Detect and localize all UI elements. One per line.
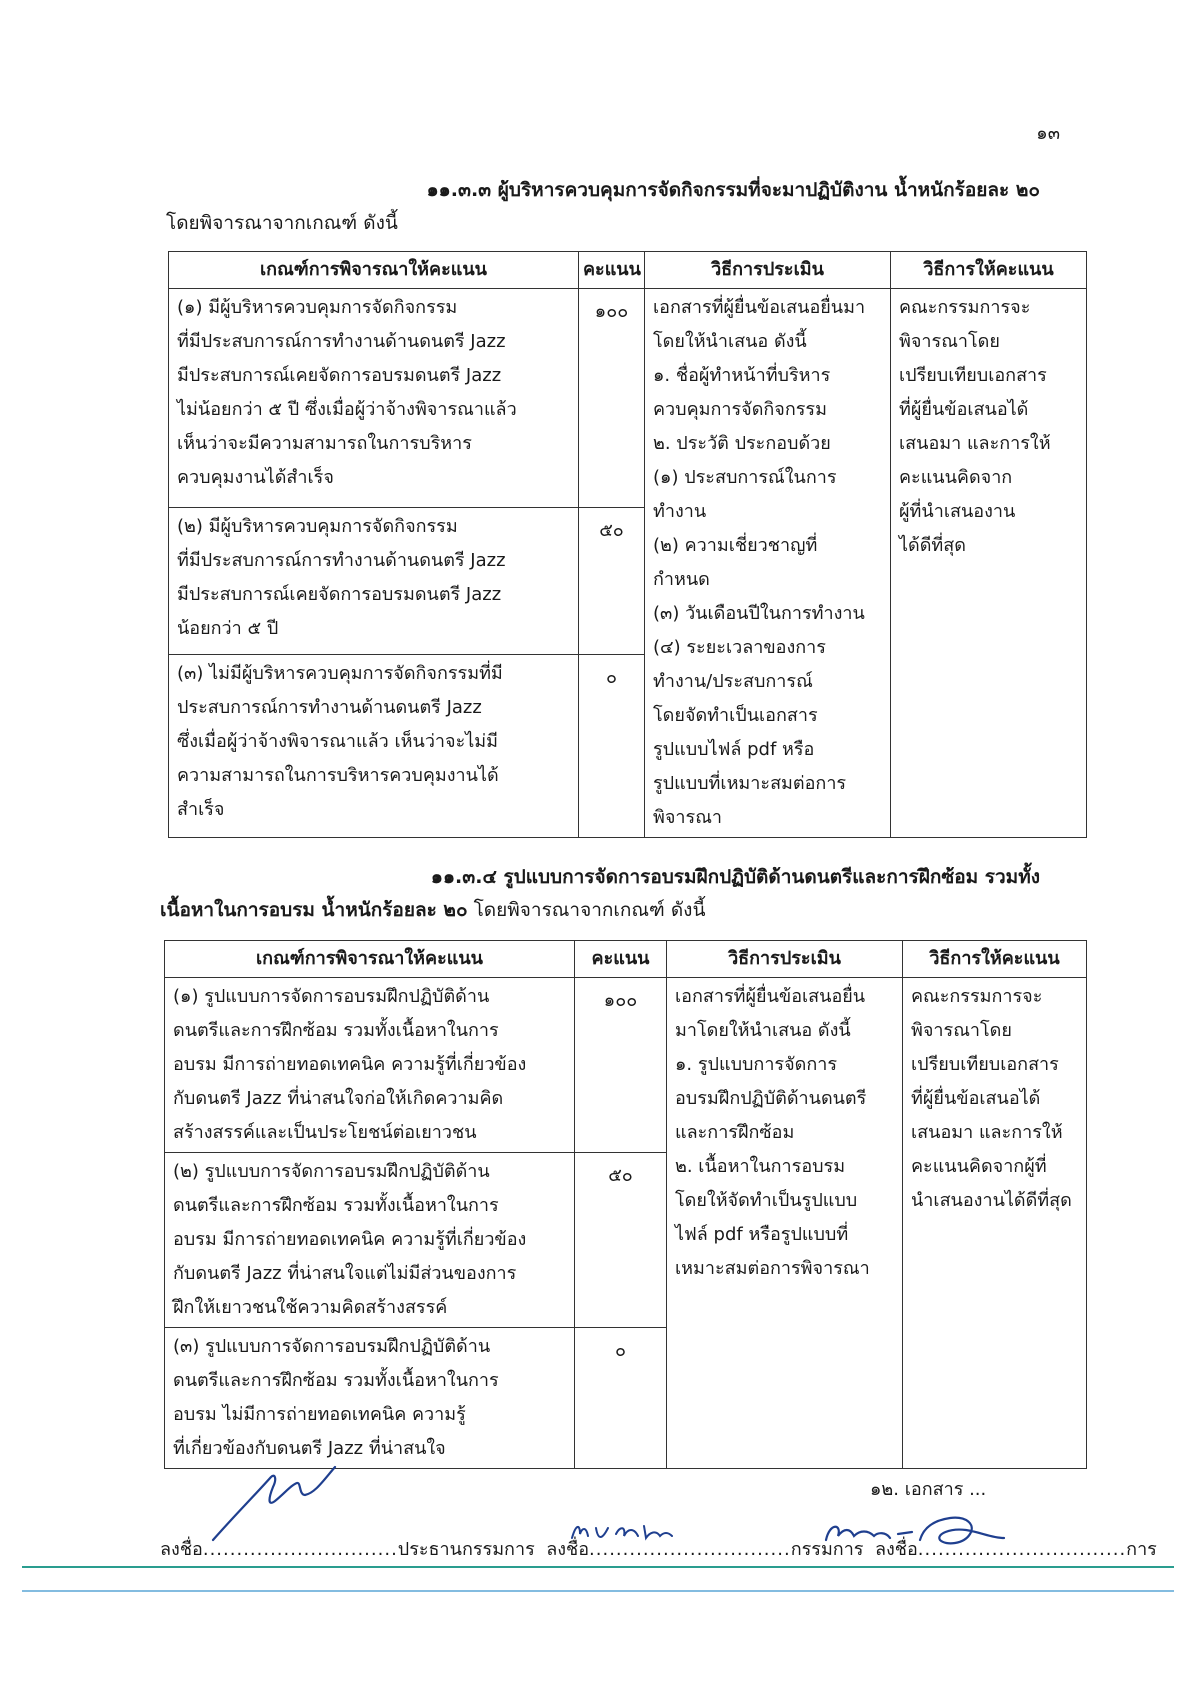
- evaluation-line: พิจารณา: [653, 807, 722, 828]
- section1-heading: ๑๑.๓.๓ ผู้บริหารควบคุมการจัดกิจกรรมที่จะมาปฏิบัติงาน น้ำหนักร้อยละ ๒๐: [426, 179, 1040, 201]
- criteria-line: (๒) รูปแบบการจัดการอบรมฝึกปฏิบัติด้าน: [173, 1161, 490, 1182]
- scoring-line: เปรียบเทียบเอกสาร: [911, 1054, 1059, 1075]
- criteria-line: (๓) รูปแบบการจัดการอบรมฝึกปฏิบัติด้าน: [173, 1336, 491, 1357]
- scoring-line: คะแนนคิดจากผู้ที่: [911, 1156, 1047, 1177]
- section2-intro-bold: เนื้อหาในการอบรม น้ำหนักร้อยละ ๒๐: [160, 899, 468, 921]
- signature-dots: ...............................: [917, 1539, 1127, 1560]
- criteria-line: สำเร็จ: [177, 798, 225, 820]
- criteria-cell: [169, 289, 579, 508]
- evaluation-line: เอกสารที่ผู้ยื่นข้อเสนอยื่น: [675, 986, 866, 1007]
- evaluation-line: มาโดยให้นำเสนอ ดังนี้: [675, 1020, 851, 1041]
- scoring-line: นำเสนองานได้ดีที่สุด: [911, 1190, 1072, 1211]
- evaluation-line: โดยให้จัดทำเป็นรูปแบบ: [675, 1190, 858, 1211]
- criteria-line: ดนตรีและการฝึกซ้อม รวมทั้งเนื้อหาในการ: [173, 1370, 499, 1391]
- column-header: วิธีการให้คะแนน: [891, 252, 1087, 289]
- scoring-line: ผู้ที่นำเสนองาน: [899, 501, 1016, 522]
- criteria-line: กับดนตรี Jazz ที่น่าสนใจก่อให้เกิดความคิด: [173, 1088, 504, 1109]
- criteria-line: ฝึกให้เยาวชนใช้ความคิดสร้างสรรค์: [173, 1297, 448, 1318]
- scoring-line: เปรียบเทียบเอกสาร: [899, 365, 1047, 386]
- evaluation-line: ไฟล์ pdf หรือรูปแบบที่: [675, 1224, 849, 1245]
- evaluation-line: (๒) ความเชี่ยวชาญที่: [653, 535, 818, 556]
- criteria-line: อบรม ไม่มีการถ่ายทอดเทคนิค ความรู้: [173, 1404, 466, 1425]
- criteria-line: ซึ่งเมื่อผู้ว่าจ้างพิจารณาแล้ว เห็นว่าจะไม่มี: [177, 730, 499, 752]
- scoring-line: เสนอมา และการให้: [911, 1122, 1063, 1143]
- column-header: วิธีการประเมิน: [645, 252, 891, 289]
- scoring-line: เสนอมา และการให้: [899, 433, 1051, 454]
- sign-label: ลงชื่อ: [874, 1539, 918, 1560]
- evaluation-line: เอกสารที่ผู้ยื่นข้อเสนอยื่นมา: [653, 297, 866, 318]
- scoring-method-cell: [903, 978, 1087, 1469]
- chair-role: ประธานกรรมการ: [397, 1539, 535, 1560]
- criteria-line: ดนตรีและการฝึกซ้อม รวมทั้งเนื้อหาในการ: [173, 1020, 499, 1041]
- evaluation-line: อบรมฝึกปฏิบัติด้านดนตรี: [675, 1088, 867, 1109]
- evaluation-line: รูปแบบที่เหมาะสมต่อการ: [653, 773, 847, 794]
- sign-label: ลงชื่อ: [546, 1539, 590, 1560]
- scoring-line: พิจารณาโดย: [899, 331, 1000, 352]
- criteria-cell: [165, 1153, 575, 1328]
- evaluation-line: กำหนด: [653, 569, 710, 590]
- section2-intro: [160, 895, 705, 925]
- column-header: คะแนน: [575, 941, 667, 978]
- criteria-line: อบรม มีการถ่ายทอดเทคนิค ความรู้ที่เกี่ยวข้อง: [173, 1054, 527, 1075]
- evaluation-line: โดยจัดทำเป็นเอกสาร: [653, 705, 818, 726]
- scoring-line: คณะกรรมการจะ: [899, 297, 1031, 318]
- criteria-line: ประสบการณ์การทำงานด้านดนตรี Jazz: [177, 696, 482, 718]
- criteria-line: ที่มีประสบการณ์การทำงานด้านดนตรี Jazz: [177, 331, 506, 352]
- evaluation-line: ทำงาน: [653, 501, 707, 522]
- evaluation-line: รูปแบบไฟล์ pdf หรือ: [653, 739, 815, 760]
- criteria-cell: [169, 654, 579, 837]
- criteria-line: ที่เกี่ยวข้องกับดนตรี Jazz ที่น่าสนใจ: [173, 1438, 446, 1459]
- evaluation-line: ทำงาน/ประสบการณ์: [653, 671, 813, 692]
- criteria-line: ควบคุมงานได้สำเร็จ: [177, 467, 334, 488]
- scoring-line: ที่ผู้ยื่นข้อเสนอได้: [911, 1088, 1041, 1109]
- evaluation-cell: [667, 978, 903, 1469]
- scoring-line: ที่ผู้ยื่นข้อเสนอได้: [899, 399, 1029, 420]
- criteria-line: ดนตรีและการฝึกซ้อม รวมทั้งเนื้อหาในการ: [173, 1195, 499, 1216]
- column-header: วิธีการให้คะแนน: [903, 941, 1087, 978]
- scoring-line: พิจารณาโดย: [911, 1020, 1012, 1041]
- criteria-line: (๑) มีผู้บริหารควบคุมการจัดกิจกรรม: [177, 297, 458, 318]
- signature-dots: .............................: [202, 1539, 398, 1560]
- section2-intro-rest: โดยพิจารณาจากเกณฑ์ ดังนี้: [467, 899, 706, 921]
- table-header-row: [169, 252, 1087, 289]
- criteria-line: น้อยกว่า ๕ ปี: [177, 617, 279, 639]
- column-header: วิธีการประเมิน: [667, 941, 903, 978]
- sign-label: ลงชื่อ: [160, 1539, 203, 1560]
- criteria-line: (๒) มีผู้บริหารควบคุมการจัดกิจกรรม: [177, 515, 458, 537]
- section2-heading: ๑๑.๓.๔ รูปแบบการจัดการอบรมฝึกปฏิบัติด้านดนตรีและการฝึกซ้อม รวมทั้ง: [430, 866, 1040, 888]
- criteria-cell: [165, 1328, 575, 1469]
- evaluation-line: ๑. รูปแบบการจัดการ: [675, 1054, 837, 1075]
- criteria-line: กับดนตรี Jazz ที่น่าสนใจแต่ไม่มีส่วนของการ: [173, 1263, 517, 1284]
- evaluation-line: (๑) ประสบการณ์ในการ: [653, 467, 837, 488]
- criteria-cell: [169, 507, 579, 654]
- column-header: เกณฑ์การพิจารณาให้คะแนน: [165, 941, 575, 978]
- member2-role: การ: [1126, 1539, 1157, 1560]
- criteria-line: สร้างสรรค์และเป็นประโยชน์ต่อเยาวชน: [173, 1122, 477, 1143]
- chair-signature: [205, 1455, 365, 1545]
- criteria-line: ที่มีประสบการณ์การทำงานด้านดนตรี Jazz: [177, 549, 506, 571]
- column-header: เกณฑ์การพิจารณาให้คะแนน: [169, 252, 579, 289]
- footer-rule: [22, 1565, 1174, 1595]
- evaluation-line: และการฝึกซ้อม: [675, 1122, 795, 1143]
- scoring-method-cell: [891, 289, 1087, 838]
- score-cell: ๕๐: [579, 507, 645, 654]
- score-cell: ๑๐๐: [579, 289, 645, 508]
- criteria-line: เห็นว่าจะมีความสามารถในการบริหาร: [177, 433, 472, 454]
- evaluation-line: ๑. ชื่อผู้ทำหน้าที่บริหาร: [653, 365, 831, 386]
- table-row: [169, 289, 1087, 508]
- continuation-note: ๑๒. เอกสาร ...: [870, 1479, 987, 1500]
- criteria-line: อบรม มีการถ่ายทอดเทคนิค ความรู้ที่เกี่ยวข้อง: [173, 1229, 527, 1250]
- evaluation-line: โดยให้นำเสนอ ดังนี้: [653, 331, 807, 352]
- criteria-line: มีประสบการณ์เคยจัดการอบรมดนตรี Jazz: [177, 583, 502, 605]
- criteria-line: มีประสบการณ์เคยจัดการอบรมดนตรี Jazz: [177, 365, 502, 386]
- column-header: คะแนน: [579, 252, 645, 289]
- evaluation-cell: [645, 289, 891, 838]
- criteria-table-2: [164, 940, 1087, 1469]
- evaluation-line: ๒. เนื้อหาในการอบรม: [675, 1156, 846, 1177]
- criteria-cell: [165, 978, 575, 1153]
- scoring-line: คณะกรรมการจะ: [911, 986, 1043, 1007]
- table-header-row: [165, 941, 1087, 978]
- criteria-line: ไม่น้อยกว่า ๕ ปี ซึ่งเมื่อผู้ว่าจ้างพิจารณาแล้ว: [177, 399, 517, 420]
- signature-dots: ..............................: [589, 1539, 791, 1560]
- signature-row: [160, 1534, 1157, 1563]
- table-row: [165, 978, 1087, 1153]
- page-number: ๑๓: [1036, 123, 1060, 144]
- evaluation-line: ควบคุมการจัดกิจกรรม: [653, 399, 827, 420]
- score-cell: ๐: [579, 654, 645, 837]
- criteria-line: (๓) ไม่มีผู้บริหารควบคุมการจัดกิจกรรมที่มี: [177, 662, 503, 684]
- criteria-table-1: [168, 251, 1087, 838]
- evaluation-line: เหมาะสมต่อการพิจารณา: [675, 1258, 870, 1279]
- member-role: กรรมการ: [790, 1539, 864, 1560]
- criteria-line: (๑) รูปแบบการจัดการอบรมฝึกปฏิบัติด้าน: [173, 986, 490, 1007]
- scoring-line: ได้ดีที่สุด: [899, 535, 966, 556]
- evaluation-line: ๒. ประวัติ ประกอบด้วย: [653, 433, 831, 454]
- evaluation-line: (๓) วันเดือนปีในการทำงาน: [653, 603, 865, 624]
- evaluation-line: (๔) ระยะเวลาของการ: [653, 637, 826, 658]
- score-cell: ๐: [575, 1328, 667, 1469]
- score-cell: ๕๐: [575, 1153, 667, 1328]
- score-cell: ๑๐๐: [575, 978, 667, 1153]
- scoring-line: คะแนนคิดจาก: [899, 467, 1013, 488]
- section1-intro: โดยพิจารณาจากเกณฑ์ ดังนี้: [166, 212, 398, 234]
- criteria-line: ความสามารถในการบริหารควบคุมงานได้: [177, 764, 499, 786]
